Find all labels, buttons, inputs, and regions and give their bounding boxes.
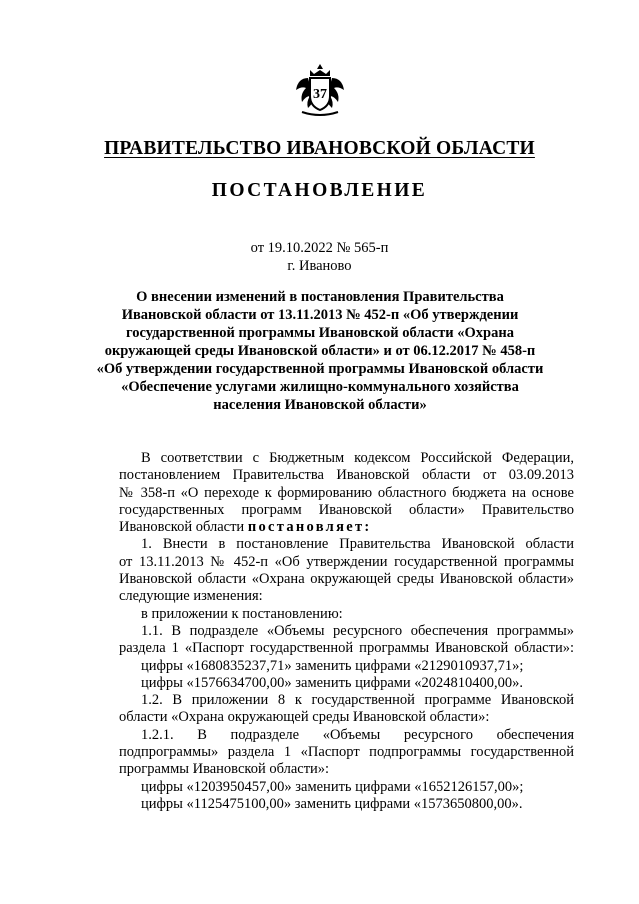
- body-line: подпрограммы» раздела 1 «Паспорт подпрограммы государственной: [119, 744, 574, 761]
- body-line: 1.2.1. В подразделе «Объемы ресурсного обеспечения: [141, 726, 574, 743]
- subject-line: населения Ивановской области»: [213, 397, 427, 413]
- subject-line: «Обеспечение услугами жилищно-коммунального хозяйства: [121, 379, 519, 395]
- body-line: в приложении к постановлению:: [141, 605, 343, 622]
- emblem-numeral: 37: [313, 87, 327, 102]
- body-line: № 358-п «О переходе к формированию областного бюджета на основе: [119, 484, 574, 501]
- body-line: раздела 1 «Паспорт государственной программы Ивановской области»:: [119, 640, 574, 657]
- subject-line: О внесении изменений в постановления Правительства: [136, 289, 504, 305]
- document-type: ПОСТАНОВЛЕНИЕ: [211, 180, 428, 201]
- city: г. Иваново: [287, 258, 352, 274]
- body-line: цифры «1203950457,00» заменить цифрами «1652126157,00»;: [141, 778, 524, 795]
- body-line: 1.2. В приложении 8 к государственной программе Ивановской: [141, 692, 574, 709]
- subject-line: государственной программы Ивановской области «Охрана: [126, 325, 514, 341]
- body-line: цифры «1576634700,00» заменить цифрами «2024810400,00».: [141, 674, 524, 691]
- body-line: 1. Внести в постановление Правительства Ивановской области: [141, 536, 574, 553]
- subject-line: Ивановской области от 13.11.2013 № 452-п «Об утверждении: [121, 307, 519, 323]
- subject-line: окружающей среды Ивановской области» и от 06.12.2017 № 458-п: [104, 343, 536, 359]
- government-title: ПРАВИТЕЛЬСТВО ИВАНОВСКОЙ ОБЛАСТИ: [104, 138, 535, 159]
- body-line-resolution: [119, 519, 574, 536]
- body-line-prefix: Ивановской области: [119, 519, 245, 536]
- document-body: [119, 450, 574, 813]
- resolves-word: постановляет:: [247, 519, 372, 536]
- date-number: от 19.10.2022 № 565-п: [250, 240, 389, 256]
- body-line: постановлением Правительства Ивановской области от 03.09.2013: [119, 467, 574, 484]
- coat-of-arms-icon: [292, 62, 348, 118]
- body-line: цифры «1125475100,00» заменить цифрами «1573650800,00».: [141, 795, 523, 812]
- body-line: программы Ивановской области»:: [119, 761, 330, 778]
- body-line: следующие изменения:: [119, 588, 263, 605]
- body-line: 1.1. В подразделе «Объемы ресурсного обеспечения программы»: [141, 622, 574, 639]
- body-line: В соответствии с Бюджетным кодексом Российской Федерации,: [141, 450, 574, 466]
- body-line: области «Охрана окружающей среды Ивановской области»:: [119, 709, 490, 726]
- subject-line: «Об утверждении государственной программы Ивановской области: [96, 361, 544, 377]
- document-meta: [0, 239, 639, 275]
- body-line: Ивановской области «Охрана окружающей среды Ивановской области»: [119, 571, 574, 588]
- body-line: цифры «1680835237,71» заменить цифрами «2129010937,71»;: [141, 657, 524, 674]
- body-line: государственных программ Ивановской области» Правительство: [119, 501, 574, 518]
- document-subject: [72, 288, 568, 414]
- body-line: от 13.11.2013 № 452-п «Об утверждении государственной программы: [119, 553, 574, 570]
